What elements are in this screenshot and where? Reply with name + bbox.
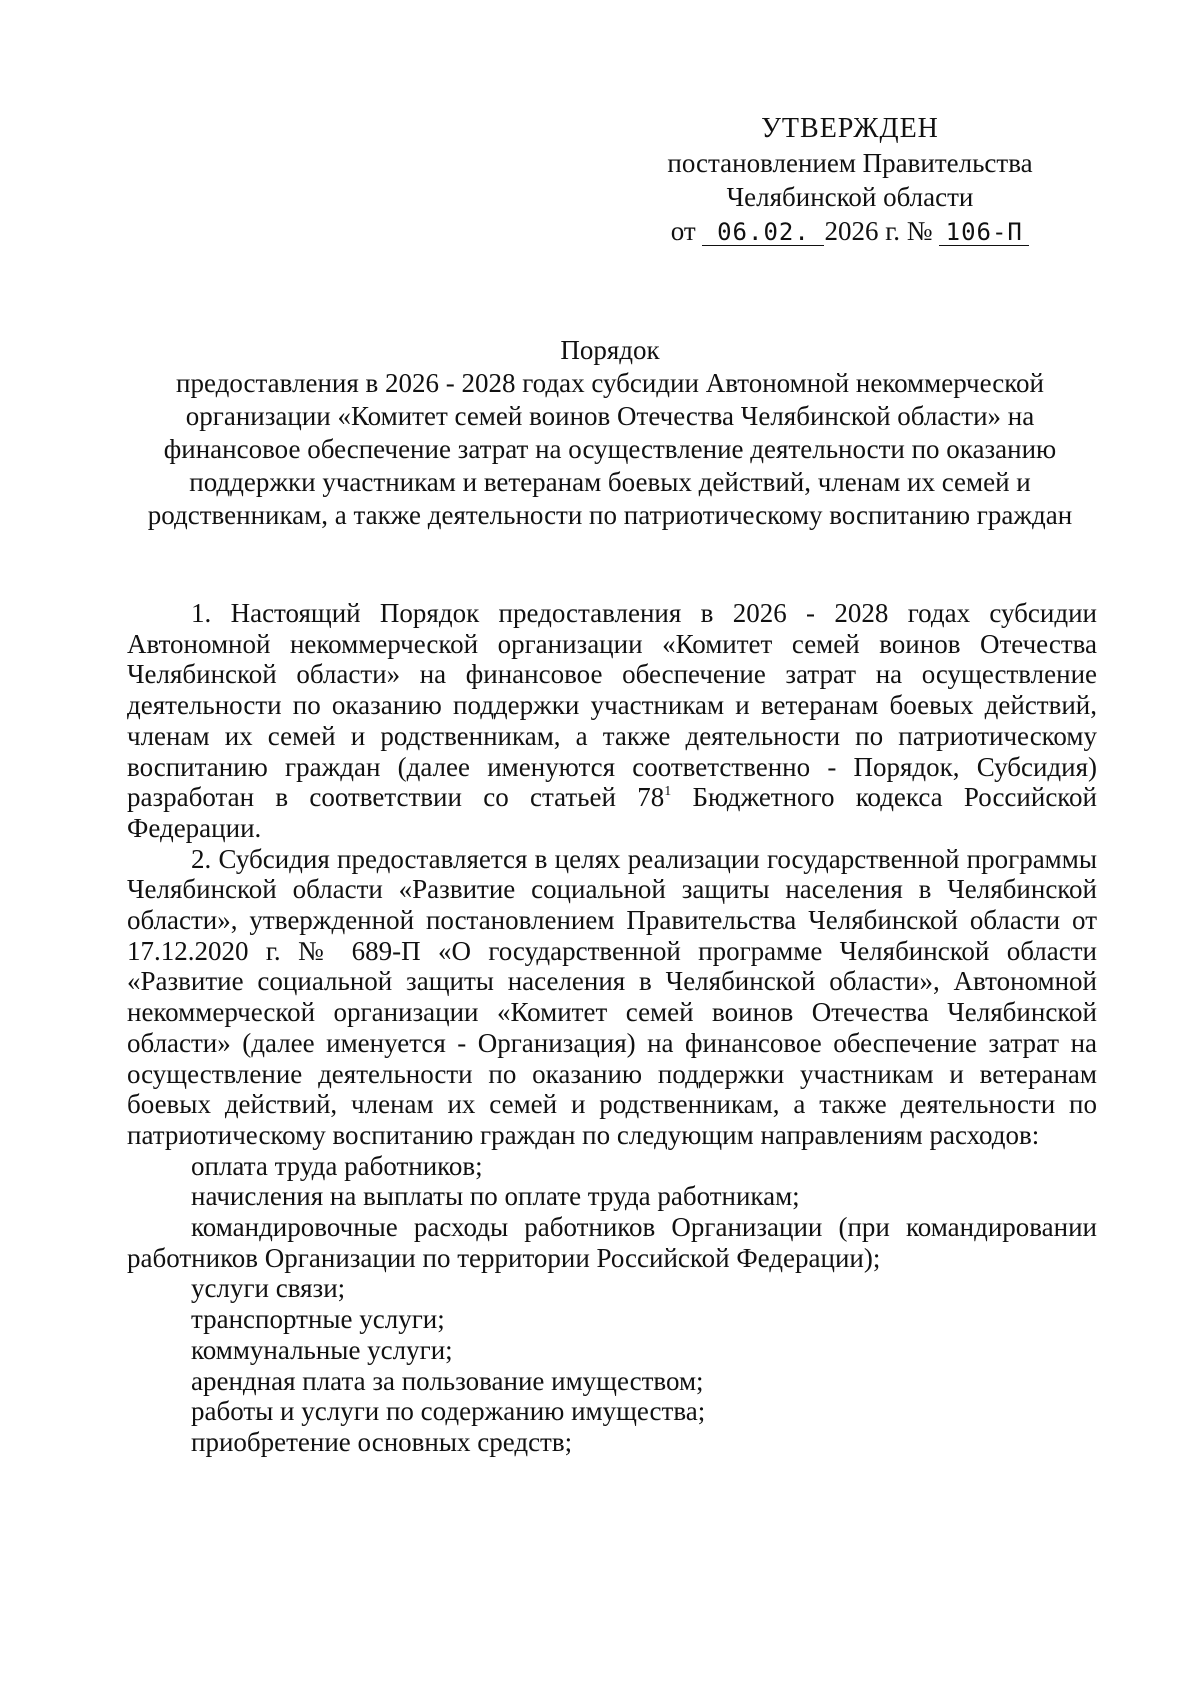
document-name: Порядок <box>560 335 660 365</box>
handwritten-date: 06.02. <box>702 219 824 246</box>
document-subtitle <box>120 367 1100 532</box>
expense-item: транспортные услуги; <box>191 1304 445 1335</box>
expense-item: услуги связи; <box>191 1273 346 1304</box>
subtitle-line: родственникам, а также деятельности по патриотическому воспитанию граждан <box>147 500 1073 530</box>
approval-block <box>600 112 1100 248</box>
subtitle-line: предоставления в 2026 - 2028 годах субсидии Автономной некоммерческой <box>176 368 1044 398</box>
approval-date-line <box>600 214 1100 248</box>
date-prefix: от <box>670 216 696 246</box>
expense-item: оплата труда работников; <box>191 1150 483 1181</box>
paragraph-1 <box>127 598 1097 844</box>
expense-item: коммунальные услуги; <box>191 1334 453 1365</box>
expense-item: начисления на выплаты по оплате труда работникам; <box>191 1181 800 1212</box>
expense-item: арендная плата за пользование имуществом; <box>191 1365 704 1396</box>
document-heading <box>120 334 1100 532</box>
subtitle-line: поддержки участникам и ветеранам боевых действий, членам их семей и <box>189 467 1031 497</box>
approval-line-1: постановлением Правительства <box>667 148 1033 178</box>
expense-item: работы и услуги по содержанию имущества; <box>191 1396 706 1427</box>
subtitle-line: финансовое обеспечение затрат на осуществление деятельности по оказанию <box>163 434 1057 464</box>
expense-item: командировочные расходы работников Организации (при командировании работников Организации по территории Российской Федерации); <box>127 1212 1097 1273</box>
paragraph-2: 2. Субсидия предоставляется в целях реализации государственной программы Челябинской области «Развитие социальной защиты населения в Челябинской области», утвержденной постановлением Правительства Челябинской области от 17.12.2020 г. № 689-П «О государственной программе Челябинской области «Развитие социальной защиты населения в Челябинской области», Автономной некоммерческой организации «Комитет семей воинов Отечества Челябинской области» (далее именуется - Организация) на финансовое обеспечение затрат на осуществление деятельности по оказанию поддержки участникам и ветеранам боевых действий, членам их семей и родственникам, а также деятельности по патриотическому воспитанию граждан по следующим направлениям расходов: <box>127 843 1097 1150</box>
paragraph-1-text: 1. Настоящий Порядок предоставления в 2026 - 2028 годах субсидии Автономной некоммерческой организации «Комитет семей воинов Отечества Челябинской области» на финансовое обеспечение затрат на осуществление деятельности по оказанию поддержки участникам и ветеранам боевых действий, членам их семей и родственникам, а также деятельности по патриотическому воспитанию граждан (далее именуются соответственно - Порядок, Субсидия) разработан в соответствии со статьей 78 <box>127 598 1097 813</box>
approval-title: УТВЕРЖДЕН <box>761 113 939 144</box>
handwritten-number: 106-П <box>939 219 1029 246</box>
year-and-number-label: 2026 г. № <box>824 216 933 246</box>
paragraph-1-tail: Бюджетного кодекса Российской Федерации. <box>127 782 1097 843</box>
approval-line-2: Челябинской области <box>726 182 974 212</box>
subtitle-line: организации «Комитет семей воинов Отечества Челябинской области» на <box>185 401 1035 431</box>
document-body <box>127 598 1097 1458</box>
expense-item: приобретение основных средств; <box>191 1426 573 1457</box>
article-superscript: 1 <box>664 784 672 800</box>
